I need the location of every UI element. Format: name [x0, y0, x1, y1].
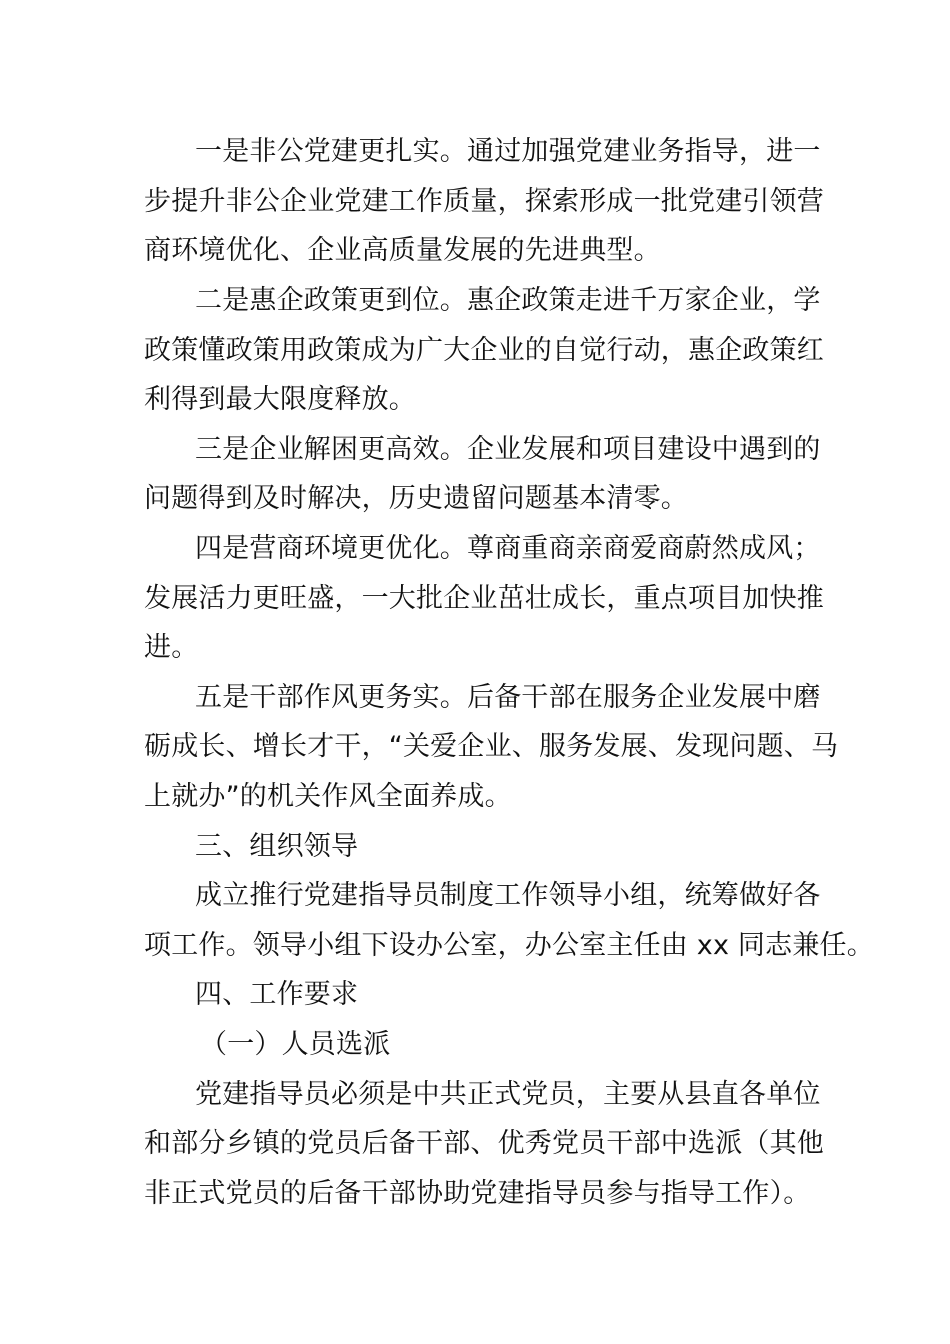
paragraph-5-line-2: 砺成长、增长才干，“关爱企业、服务发展、发现问题、马: [144, 731, 839, 762]
paragraph-2-line-2: 政策懂政策用政策成为广大企业的自觉行动，惠企政策红: [144, 335, 824, 366]
paragraph-6-line-2: 项工作。领导小组下设办公室，办公室主任由 xx 同志兼任。: [144, 930, 874, 961]
paragraph-2-line-1: 二是惠企政策更到位。惠企政策走进千万家企业，学: [195, 285, 821, 316]
paragraph-7-line-3: 非正式党员的后备干部协助党建指导员参与指导工作）。: [144, 1178, 811, 1209]
paragraph-1-line-2: 步提升非公企业党建工作质量，探索形成一批党建引领营: [144, 186, 824, 217]
paragraph-5-line-3: 上就办”的机关作风全面养成。: [144, 781, 512, 812]
subsection-heading-personnel: （一）人员选派: [200, 1029, 391, 1060]
paragraph-6-line-1: 成立推行党建指导员制度工作领导小组，统筹做好各: [195, 880, 821, 911]
paragraph-3-line-1: 三是企业解困更高效。企业发展和项目建设中遇到的: [195, 434, 821, 465]
paragraph-2-line-3: 利得到最大限度释放。: [144, 384, 416, 415]
paragraph-4-line-1: 四是营商环境更优化。尊商重商亲商爱商蔚然成风；: [195, 533, 821, 564]
paragraph-3-line-2: 问题得到及时解决，历史遗留问题基本清零。: [144, 483, 688, 514]
section-heading-organization: 三、组织领导: [195, 831, 359, 862]
paragraph-1-line-1: 一是非公党建更扎实。通过加强党建业务指导，进一: [195, 136, 821, 167]
paragraph-5-line-1: 五是干部作风更务实。后备干部在服务企业发展中磨: [195, 682, 821, 713]
paragraph-7-line-1: 党建指导员必须是中共正式党员，主要从县直各单位: [195, 1079, 821, 1110]
paragraph-4-line-2: 发展活力更旺盛，一大批企业茁壮成长，重点项目加快推: [144, 583, 824, 614]
section-heading-requirements: 四、工作要求: [195, 979, 359, 1010]
paragraph-1-line-3: 商环境优化、企业高质量发展的先进典型。: [144, 235, 661, 266]
paragraph-4-line-3: 进。: [144, 632, 199, 663]
paragraph-7-line-2: 和部分乡镇的党员后备干部、优秀党员干部中选派（其他: [144, 1128, 824, 1159]
